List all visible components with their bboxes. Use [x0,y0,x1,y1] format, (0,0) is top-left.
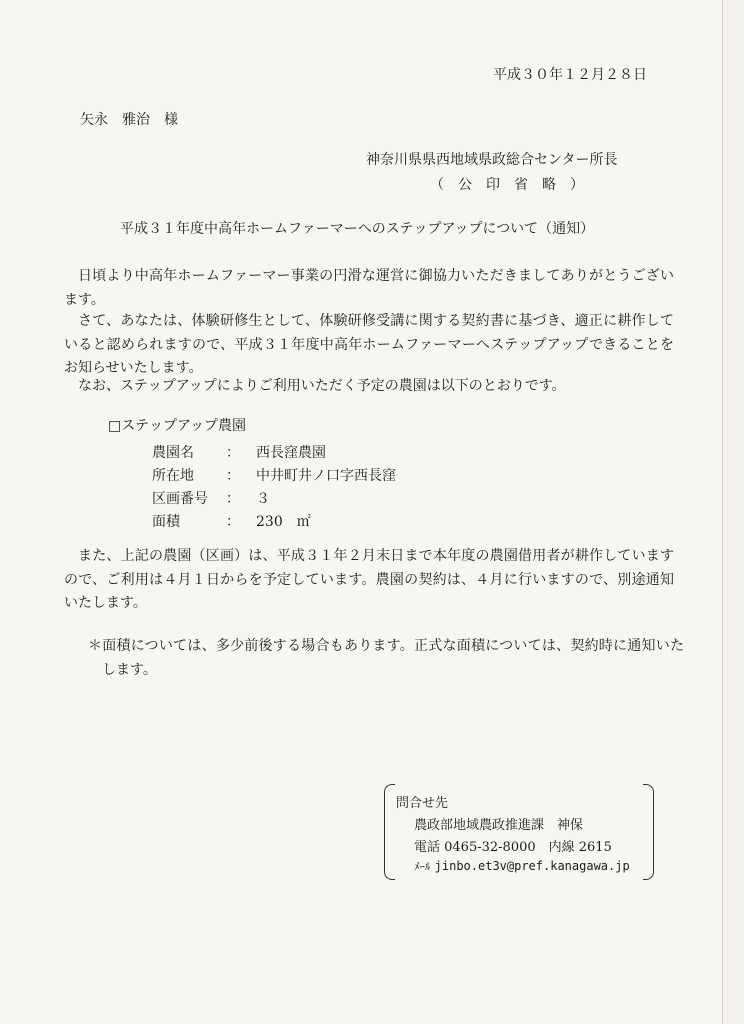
contact-department: 農政部地域農政推進課 神保 [414,818,584,833]
farm-label-area: 面積 [152,514,180,530]
farm-sep: ： [226,468,240,484]
letter-date: 平成３０年１２月２８日 [493,67,647,83]
body-paragraph-1: 日頃より中高年ホームファーマー事業の円滑な運営に御協力いただきましてありがとうございます。 [64,268,674,308]
farm-label-location: 所在地 [152,468,194,484]
contact-box [384,784,654,880]
body-paragraph-2: さて、あなたは、体験研修生として、体験研修受講に関する契約書に基づき、適正に耕作していると認められますので、平成３１年度中高年ホームファーマーへステップアップできることをお知らせいたします。 [64,313,674,376]
area-note: ＊面積については、多少前後する場合もあります。正式な面積については、契約時に通知いたします。 [88,638,684,678]
recipient-name: 矢永 雅治 様 [80,112,178,128]
contact-bracket-right [643,784,654,880]
sender-title: 神奈川県県西地域県政総合センター所長 [366,152,618,168]
contact-bracket-left [384,784,395,880]
farm-heading: □ステップアップ農園 [108,418,246,434]
followup-paragraph: また、上記の農園（区画）は、平成３１年２月末日まで本年度の農園借用者が耕作していますので、ご利用は４月１日からを予定しています。農園の契約は、４月に行いますので、別途通知いたします。 [64,548,674,611]
farm-label-name: 農園名 [152,445,194,461]
farm-sep: ： [226,514,240,530]
contact-email-row [414,858,630,874]
contact-phone: 電話 0465-32-8000 内線 2615 [414,840,612,855]
farm-value-area: 230 ㎡ [256,514,311,530]
contact-title: 問合せ先 [396,796,449,811]
letter-subject: 平成３１年度中高年ホームファーマーへのステップアップについて（通知） [120,221,595,237]
body-paragraph-3: なお、ステップアップによりご利用いただく予定の農園は以下のとおりです。 [78,378,566,394]
mail-label: ﾒｰﾙ [414,860,431,873]
farm-sep: ： [226,445,240,461]
contact-email[interactable]: jinbo.et3v@pref.kanagawa.jp [434,859,630,873]
farm-sep: ： [226,491,240,507]
seal-omitted-note: （ 公 印 省 略 ） [430,177,584,193]
farm-label-plot-number: 区画番号 [152,491,208,507]
farm-value-location: 中井町井ノ口字西長窪 [256,468,396,484]
farm-value-plot-number: ３ [256,491,270,507]
farm-value-name: 西長窪農園 [256,445,326,461]
